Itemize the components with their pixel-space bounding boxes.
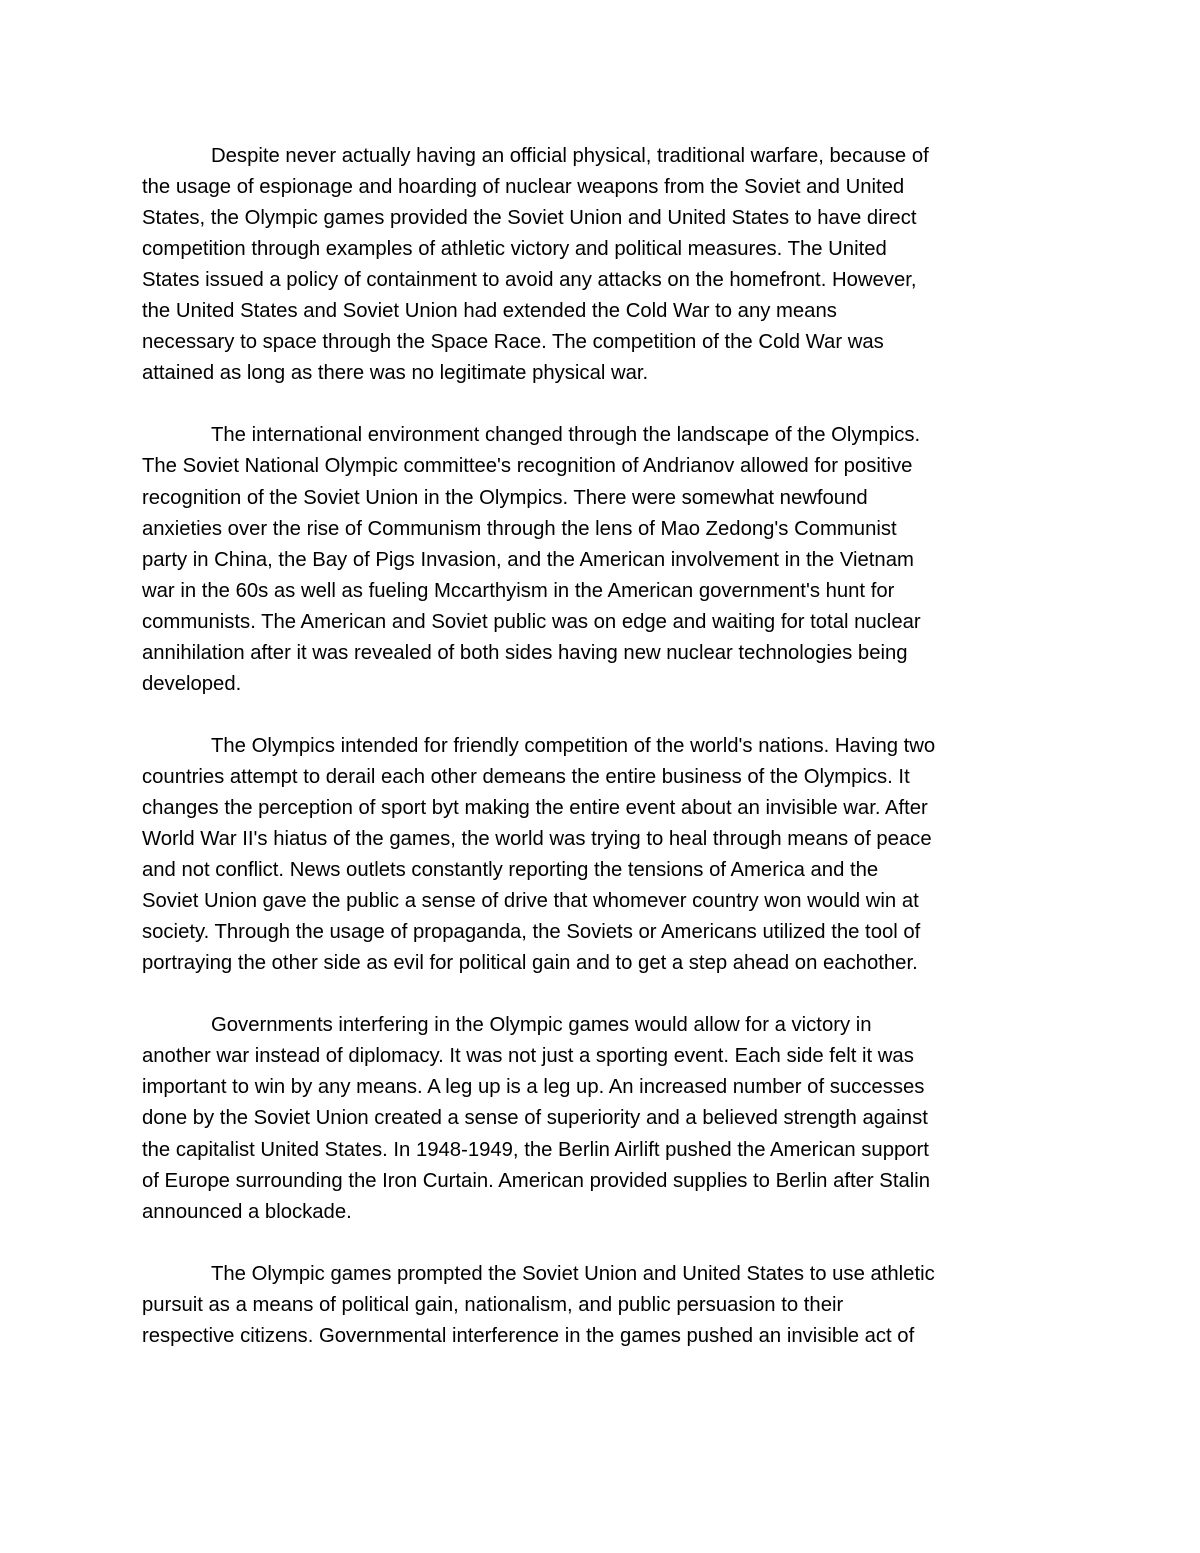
text-line: necessary to space through the Space Race. The competition of the Cold War was — [142, 331, 884, 354]
text-line: pursuit as a means of political gain, nationalism, and public persuasion to their — [142, 1293, 844, 1316]
text-line: The Olympics intended for friendly competition of the world's nations. Having two — [211, 734, 936, 757]
text-line: portraying the other side as evil for political gain and to get a step ahead on eachother. — [142, 952, 918, 975]
paragraph-5 — [142, 1259, 1062, 1352]
text-line: The international environment changed through the landscape of the Olympics. — [211, 424, 921, 447]
text-line: The Olympic games prompted the Soviet Union and United States to use athletic — [211, 1262, 935, 1285]
paragraph-2 — [142, 420, 1062, 699]
text-line: the United States and Soviet Union had extended the Cold War to any means — [142, 300, 837, 323]
paragraph-4 — [142, 1010, 1062, 1227]
document-body — [142, 141, 1062, 1383]
text-line: attained as long as there was no legitimate physical war. — [142, 362, 649, 385]
text-line: and not conflict. News outlets constantly reporting the tensions of America and the — [142, 859, 879, 882]
text-line: recognition of the Soviet Union in the Olympics. There were somewhat newfound — [142, 486, 868, 509]
text-line: society. Through the usage of propaganda, the Soviets or Americans utilized the tool of — [142, 921, 921, 944]
text-line: anxieties over the rise of Communism through the lens of Mao Zedong's Communist — [142, 517, 897, 540]
text-line: respective citizens. Governmental interference in the games pushed an invisible act of — [142, 1324, 915, 1347]
text-line: The Soviet National Olympic committee's recognition of Andrianov allowed for positive — [142, 455, 913, 478]
text-line: competition through examples of athletic victory and political measures. The United — [142, 238, 887, 261]
text-line: Governments interfering in the Olympic games would allow for a victory in — [211, 1014, 872, 1037]
text-line: the capitalist United States. In 1948-1949, the Berlin Airlift pushed the American support — [142, 1138, 929, 1161]
text-line: countries attempt to derail each other demeans the entire business of the Olympics. It — [142, 765, 910, 788]
text-line: Despite never actually having an official physical, traditional warfare, because of — [211, 145, 929, 167]
text-line: developed. — [142, 672, 242, 695]
text-line: changes the perception of sport byt making the entire event about an invisible war. After — [142, 796, 928, 819]
text-line: annihilation after it was revealed of both sides having new nuclear technologies being — [142, 641, 908, 664]
text-line: the usage of espionage and hoarding of nuclear weapons from the Soviet and United — [142, 176, 905, 199]
text-line: another war instead of diplomacy. It was not just a sporting event. Each side felt it was — [142, 1045, 914, 1068]
text-line: announced a blockade. — [142, 1200, 352, 1223]
text-line: war in the 60s as well as fueling Mccarthyism in the American government's hunt for — [142, 579, 895, 602]
text-line: States issued a policy of containment to avoid any attacks on the homefront. However, — [142, 269, 917, 292]
text-line: Soviet Union gave the public a sense of drive that whomever country won would win at — [142, 890, 919, 913]
text-line: done by the Soviet Union created a sense of superiority and a believed strength against — [142, 1107, 928, 1130]
text-line: communists. The American and Soviet public was on edge and waiting for total nuclear — [142, 610, 921, 633]
text-line: important to win by any means. A leg up is a leg up. An increased number of successes — [142, 1076, 925, 1099]
paragraph-3 — [142, 731, 1062, 979]
text-line: States, the Olympic games provided the Soviet Union and United States to have direct — [142, 207, 917, 230]
text-line: of Europe surrounding the Iron Curtain. American provided supplies to Berlin after Stalin — [142, 1169, 931, 1192]
text-line: party in China, the Bay of Pigs Invasion, and the American involvement in the Vietnam — [142, 548, 914, 571]
text-line: World War II's hiatus of the games, the world was trying to heal through means of peace — [142, 828, 932, 851]
paragraph-1 — [142, 141, 1062, 389]
